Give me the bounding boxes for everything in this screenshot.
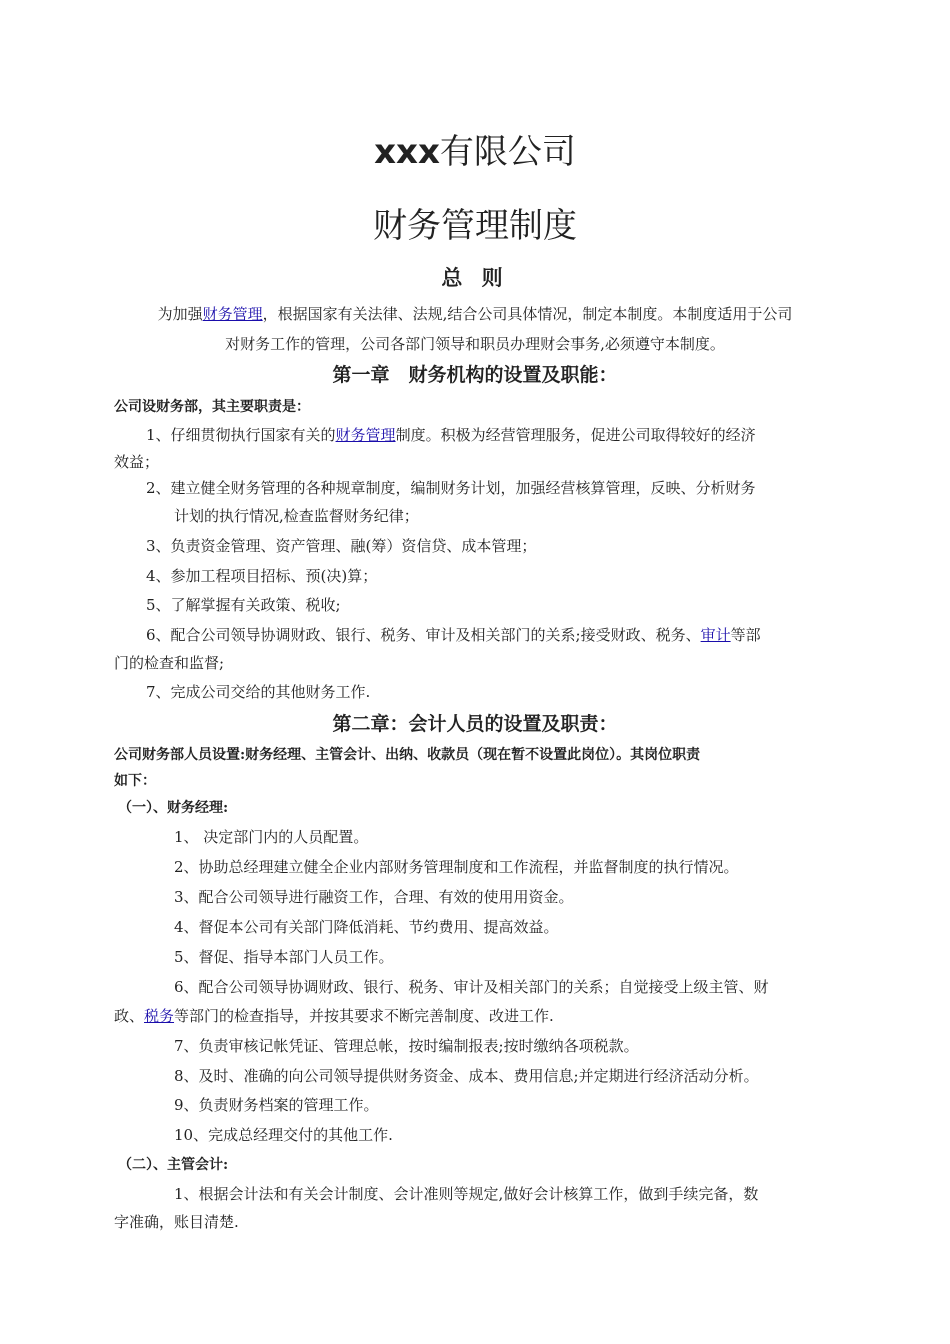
- document-title: 财务管理制度: [373, 206, 577, 246]
- chapter-1-heading: 第一章 财务机构的设置及职能：: [332, 364, 618, 386]
- chapter-2-lead-line-1: 公司财务部人员设置:财务经理、主管会计、出纳、收款员（现在暂不设置此岗位）。其岗位职责: [114, 747, 701, 763]
- chapter-1-lead: 公司设财务部，其主要职责是：: [114, 399, 310, 415]
- chapter-2-lead-line-2: 如下：: [114, 773, 156, 789]
- duty-4: 4、参加工程项目招标、预(决)算；: [146, 567, 378, 585]
- finance-management-link[interactable]: 财务管理: [202, 305, 263, 323]
- manager-duty-8: 8、及时、准确的向公司领导提供财务资金、成本、费用信息;并定期进行经济活动分析。: [174, 1067, 759, 1085]
- duty-7: 7、完成公司交给的其他财务工作.: [146, 683, 371, 701]
- duty-text: 6、配合公司领导协调财政、银行、税务、审计及相关部门的关系;接受财政、税务、: [146, 626, 701, 644]
- general-provisions-heading: 总 则: [441, 266, 509, 290]
- company-name-latin: xxx: [374, 132, 440, 172]
- duty-1-line-1: [146, 420, 756, 450]
- duty-3: 3、负责资金管理、资产管理、融(筹）资信贷、成本管理；: [146, 537, 537, 555]
- intro-text: 为加强: [157, 305, 203, 323]
- intro-text: ，根据国家有关法律、法规,结合公司具体情况，制定本制度。本制度适用于公司: [262, 305, 793, 323]
- company-name-suffix: 有限公司: [439, 132, 576, 172]
- duty-6-line-2: 门的检查和监督;: [114, 654, 225, 672]
- duty-2-line-2: 计划的执行情况,检查监督财务纪律；: [174, 507, 419, 525]
- duty-text: 1、仔细贯彻执行国家有关的: [146, 426, 336, 444]
- manager-duty-6-line-2: [114, 1001, 554, 1031]
- duty-6-line-1: [146, 620, 761, 650]
- chapter-2-heading: 第二章：会计人员的设置及职责：: [332, 713, 618, 735]
- duty-text: 政、: [114, 1007, 145, 1025]
- duty-1-line-2: 效益；: [114, 453, 160, 471]
- manager-duty-3: 3、配合公司领导进行融资工作，合理、有效的使用用资金。: [174, 888, 574, 906]
- tax-link[interactable]: 税务: [144, 1007, 175, 1025]
- intro-line-1: [0, 299, 950, 329]
- section-finance-manager: （一）、财务经理:: [118, 800, 229, 816]
- manager-duty-9: 9、负责财务档案的管理工作。: [174, 1096, 379, 1114]
- audit-link[interactable]: 审计: [700, 626, 731, 644]
- manager-duty-5: 5、督促、指导本部门人员工作。: [174, 948, 394, 966]
- company-title: [0, 124, 950, 173]
- duty-text: 等部门的检查指导，并按其要求不断完善制度、改进工作.: [174, 1007, 554, 1025]
- manager-duty-1: 1、 决定部门内的人员配置。: [174, 828, 369, 846]
- manager-duty-6-line-1: 6、配合公司领导协调财政、银行、税务、审计及相关部门的关系；自觉接受上级主管、财: [174, 978, 769, 996]
- duty-text: 制度。积极为经营管理服务，促进公司取得较好的经济: [395, 426, 756, 444]
- duty-2-line-1: 2、建立健全财务管理的各种规章制度，编制财务计划，加强经营核算管理，反映、分析财务: [146, 479, 756, 497]
- manager-duty-7: 7、负责审核记帐凭证、管理总帐，按时编制报表;按时缴纳各项税款。: [174, 1037, 639, 1055]
- finance-management-link[interactable]: 财务管理: [335, 426, 396, 444]
- accountant-duty-1-line-2: 字准确，账目清楚.: [114, 1213, 239, 1231]
- duty-text: 等部: [730, 626, 761, 644]
- intro-line-2: 对财务工作的管理，公司各部门领导和职员办理财会事务,必须遵守本制度。: [225, 335, 725, 353]
- manager-duty-4: 4、督促本公司有关部门降低消耗、节约费用、提高效益。: [174, 918, 559, 936]
- manager-duty-10: 10、完成总经理交付的其他工作.: [174, 1126, 393, 1144]
- manager-duty-2: 2、协助总经理建立健全企业内部财务管理制度和工作流程，并监督制度的执行情况。: [174, 858, 739, 876]
- duty-5: 5、了解掌握有关政策、税收;: [146, 596, 341, 614]
- section-chief-accountant: （二）、主管会计:: [118, 1157, 229, 1173]
- accountant-duty-1-line-1: 1、根据会计法和有关会计制度、会计准则等规定,做好会计核算工作，做到手续完备，数: [174, 1185, 759, 1203]
